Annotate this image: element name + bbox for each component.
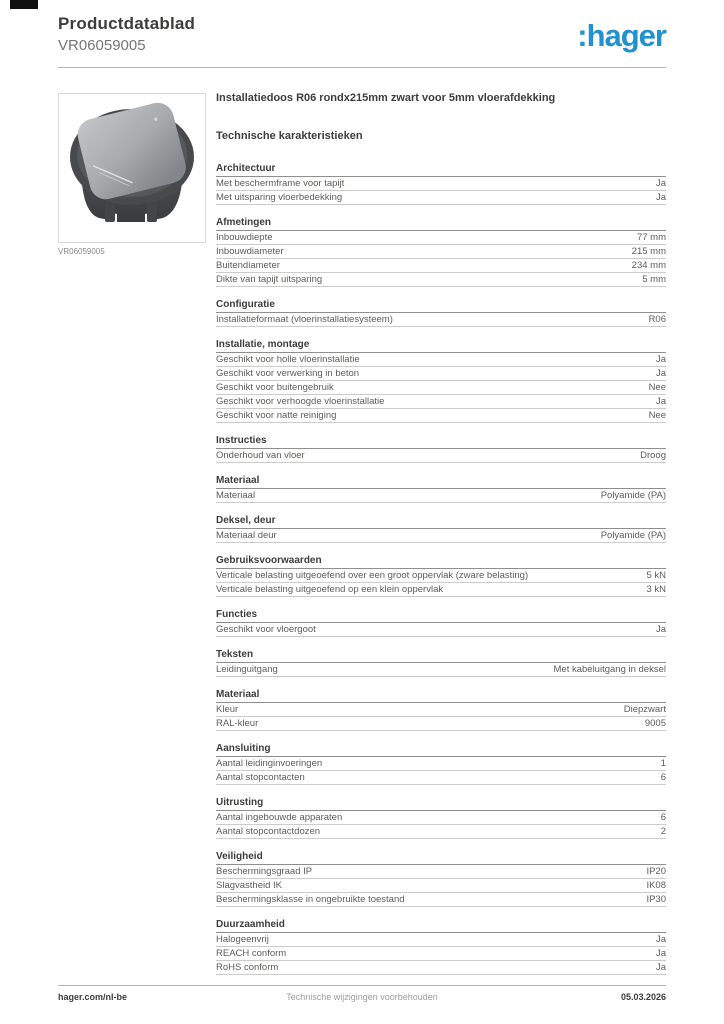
spec-value: Polyamide (PA): [600, 490, 666, 501]
spec-label: Aantal leidinginvoeringen: [216, 758, 323, 769]
spec-value: 6: [660, 772, 666, 783]
spec-value: IK08: [646, 880, 666, 891]
spec-label: REACH conform: [216, 948, 287, 959]
spec-section-title: Gebruiksvoorwaarden: [216, 555, 666, 569]
spec-section: [216, 743, 666, 785]
spec-value: 1: [660, 758, 666, 769]
spec-label: Met beschermframe voor tapijt: [216, 178, 345, 189]
spec-section-title: Architectuur: [216, 163, 666, 177]
spec-label: Geschikt voor buitengebruik: [216, 382, 334, 393]
page-footer: [58, 992, 666, 1002]
spec-label: Geschikt voor vloergoot: [216, 624, 316, 635]
spec-section-title: Installatie, montage: [216, 339, 666, 353]
spec-row: [216, 353, 666, 367]
spec-section: [216, 649, 666, 677]
spec-row: [216, 703, 666, 717]
spec-label: Buitendiameter: [216, 260, 280, 271]
spec-row: [216, 489, 666, 503]
spec-label: Onderhoud van vloer: [216, 450, 305, 461]
spec-label: Geschikt voor verhoogde vloerinstallatie: [216, 396, 385, 407]
spec-value: Nee: [648, 382, 666, 393]
spec-section: [216, 851, 666, 907]
print-registration-mark: [10, 0, 38, 9]
spec-row: [216, 569, 666, 583]
spec-value: 2: [660, 826, 666, 837]
product-code: VR06059005: [58, 37, 146, 54]
spec-section: [216, 435, 666, 463]
spec-section-title: Teksten: [216, 649, 666, 663]
spec-label: Materiaal deur: [216, 530, 277, 541]
spec-section-title: Veiligheid: [216, 851, 666, 865]
spec-value: R06: [648, 314, 666, 325]
spec-label: Geschikt voor verwerking in beton: [216, 368, 360, 379]
spec-row: [216, 825, 666, 839]
spec-value: 9005: [644, 718, 666, 729]
spec-label: Geschikt voor holle vloerinstallatie: [216, 354, 360, 365]
spec-label: RAL-kleur: [216, 718, 259, 729]
spec-row: [216, 947, 666, 961]
footer-website: hager.com/nl-be: [58, 992, 128, 1002]
spec-value: Ja: [655, 934, 666, 945]
spec-row: [216, 381, 666, 395]
spec-section: [216, 217, 666, 287]
spec-label: Beschermingsklasse in ongebruikte toestand: [216, 894, 405, 905]
spec-row: [216, 771, 666, 785]
product-name: Installatiedoos R06 rondx215mm zwart voor 5mm vloerafdekking: [216, 92, 556, 104]
spec-value: Ja: [655, 354, 666, 365]
spec-value: Met kabeluitgang in deksel: [553, 664, 666, 675]
spec-row: [216, 865, 666, 879]
spec-section-title: Afmetingen: [216, 217, 666, 231]
spec-label: RoHS conform: [216, 962, 279, 973]
spec-value: Diepzwart: [623, 704, 666, 715]
spec-section: [216, 339, 666, 423]
product-image-frame: [58, 93, 206, 243]
spec-row: [216, 811, 666, 825]
spec-value: 5 mm: [642, 274, 666, 285]
spec-value: Ja: [655, 948, 666, 959]
spec-label: Materiaal: [216, 490, 256, 501]
spec-value: Ja: [655, 396, 666, 407]
spec-value: Polyamide (PA): [600, 530, 666, 541]
spec-label: Aantal stopcontactdozen: [216, 826, 321, 837]
spec-label: Kleur: [216, 704, 239, 715]
spec-label: Inbouwdiameter: [216, 246, 284, 257]
footer-divider: [58, 985, 666, 986]
spec-value: Ja: [655, 368, 666, 379]
spec-section: [216, 609, 666, 637]
spec-label: Geschikt voor natte reiniging: [216, 410, 337, 421]
spec-row: [216, 933, 666, 947]
spec-section: [216, 555, 666, 597]
spec-value: IP30: [646, 894, 666, 905]
spec-row: [216, 583, 666, 597]
spec-section: [216, 689, 666, 731]
header-divider: [58, 67, 666, 68]
footer-disclaimer: Technische wijzigingen voorbehouden: [286, 992, 438, 1002]
spec-row: [216, 623, 666, 637]
spec-section: [216, 475, 666, 503]
spec-row: [216, 757, 666, 771]
spec-row: [216, 717, 666, 731]
spec-value: IP20: [646, 866, 666, 877]
spec-row: [216, 893, 666, 907]
spec-label: Inbouwdiepte: [216, 232, 273, 243]
spec-row: [216, 449, 666, 463]
spec-row: [216, 273, 666, 287]
spec-row: [216, 313, 666, 327]
footer-date: 05.03.2026: [620, 992, 666, 1002]
spec-label: Verticale belasting uitgeoefend over een groot oppervlak (zware belasting): [216, 570, 529, 581]
spec-value: Ja: [655, 192, 666, 203]
spec-value: 234 mm: [631, 260, 666, 271]
spec-row: [216, 409, 666, 423]
spec-value: 6: [660, 812, 666, 823]
spec-label: Beschermingsgraad IP: [216, 866, 313, 877]
spec-label: Aantal stopcontacten: [216, 772, 305, 783]
spec-row: [216, 395, 666, 409]
product-image: [59, 94, 205, 242]
spec-row: [216, 191, 666, 205]
spec-label: Dikte van tapijt uitsparing: [216, 274, 323, 285]
page-header: [58, 14, 666, 54]
spec-section-title: Configuratie: [216, 299, 666, 313]
spec-label: Installatieformaat (vloerinstallatiesysteem): [216, 314, 393, 325]
spec-value: 5 kN: [646, 570, 666, 581]
spec-section: [216, 919, 666, 975]
spec-section-title: Instructies: [216, 435, 666, 449]
spec-value: Ja: [655, 178, 666, 189]
spec-sections: [216, 163, 666, 975]
spec-label: Met uitsparing vloerbedekking: [216, 192, 343, 203]
spec-value: 3 kN: [646, 584, 666, 595]
spec-row: [216, 177, 666, 191]
spec-row: [216, 879, 666, 893]
spec-label: Leidinguitgang: [216, 664, 278, 675]
spec-section-title: Materiaal: [216, 475, 666, 489]
hager-logo: :hager: [577, 18, 666, 53]
spec-label: Halogeenvrij: [216, 934, 269, 945]
spec-row: [216, 259, 666, 273]
spec-section: [216, 515, 666, 543]
spec-row: [216, 231, 666, 245]
spec-value: Ja: [655, 624, 666, 635]
product-image-caption: VR06059005: [58, 247, 105, 256]
spec-label: Verticale belasting uitgeoefend op een klein oppervlak: [216, 584, 444, 595]
spec-column: [216, 92, 666, 987]
spec-value: Droog: [640, 450, 666, 461]
spec-section-title: Materiaal: [216, 689, 666, 703]
spec-section-title: Functies: [216, 609, 666, 623]
spec-value: 77 mm: [636, 232, 666, 243]
spec-value: 215 mm: [631, 246, 666, 257]
spec-section-title: Deksel, deur: [216, 515, 666, 529]
spec-section-title: Duurzaamheid: [216, 919, 666, 933]
spec-row: [216, 961, 666, 975]
tech-characteristics-heading: Technische karakteristieken: [216, 130, 363, 142]
spec-section: [216, 797, 666, 839]
spec-row: [216, 367, 666, 381]
document-title: Productdatablad: [58, 14, 196, 33]
spec-section: [216, 299, 666, 327]
spec-value: Nee: [648, 410, 666, 421]
spec-row: [216, 663, 666, 677]
spec-value: Ja: [655, 962, 666, 973]
spec-section-title: Aansluiting: [216, 743, 666, 757]
spec-row: [216, 245, 666, 259]
spec-label: Aantal ingebouwde apparaten: [216, 812, 343, 823]
spec-label: Slagvastheid IK: [216, 880, 283, 891]
spec-section-title: Uitrusting: [216, 797, 666, 811]
spec-row: [216, 529, 666, 543]
spec-section: [216, 163, 666, 205]
